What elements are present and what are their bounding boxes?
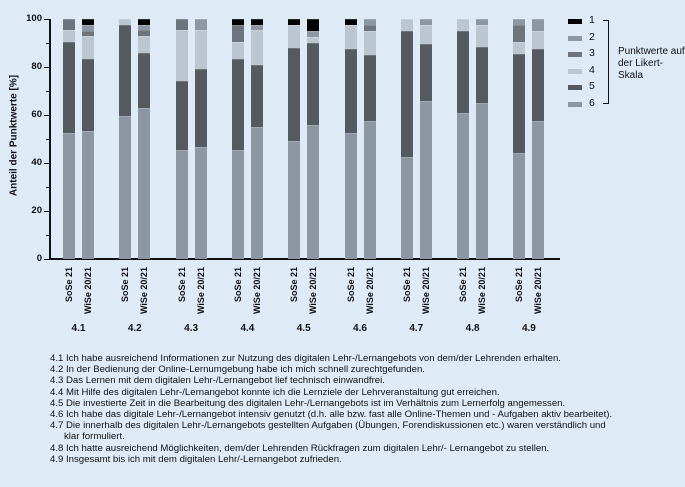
bar-segment-3 xyxy=(138,30,150,36)
bar-segment-4 xyxy=(476,25,488,47)
stacked-bar xyxy=(476,19,488,259)
bar-segment-1 xyxy=(288,19,300,25)
y-major-tick xyxy=(44,115,50,117)
bar-segment-2 xyxy=(513,19,525,25)
stacked-bar xyxy=(176,19,188,259)
bar-segment-6 xyxy=(420,101,432,259)
bar-segment-5 xyxy=(457,31,469,113)
legend-label: 1 xyxy=(589,14,595,26)
x-tick-label: WiSe 20/21 xyxy=(308,267,319,314)
legend-label: 4 xyxy=(589,63,595,76)
group-label: 4.6 xyxy=(353,323,367,334)
bar-segment-4 xyxy=(307,37,319,43)
stacked-bar xyxy=(288,19,300,259)
y-minor-tick xyxy=(46,43,50,45)
question-note: 4.2 In der Bedienung der Online-Lernumgebung habe ich mich schnell zurechtgefunden. xyxy=(50,364,425,376)
legend-title: Punktwerte auf der Likert-Skala xyxy=(618,46,685,81)
bar-segment-5 xyxy=(532,49,544,121)
question-note: 4.6 Ich habe das digitale Lehr-/Lernangebot intensiv genutzt (d.h. alle bzw. fast alle Online-Themen und - Aufgaben aktiv bearbeitet). xyxy=(50,409,613,421)
x-tick-label: WiSe 20/21 xyxy=(195,267,206,314)
bar-segment-5 xyxy=(232,59,244,150)
bar-segment-6 xyxy=(119,116,131,259)
bar-segment-4 xyxy=(364,31,376,55)
x-tick-label: WiSe 20/21 xyxy=(533,267,544,314)
stacked-bar xyxy=(513,19,525,259)
legend-swatch xyxy=(568,85,582,90)
bar-segment-6 xyxy=(364,121,376,259)
bar-segment-6 xyxy=(307,125,319,259)
bar-segment-2 xyxy=(195,19,207,30)
group-label: 4.3 xyxy=(184,323,199,334)
group-label: 4.5 xyxy=(296,323,311,334)
bar-segment-1 xyxy=(345,19,357,25)
y-tick-label: 0 xyxy=(36,253,42,264)
group-label: 4.2 xyxy=(127,323,142,334)
bar-segment-6 xyxy=(345,133,357,259)
x-tick-label: SoSe 21 xyxy=(176,266,187,302)
bar-segment-6 xyxy=(63,133,75,259)
question-note: 4.7 Die innerhalb des digitalen Lehr-/Lernangebots gestellten Aufgaben (Übungen, Forendiskussionen etc.) waren verständlich und xyxy=(50,420,606,432)
stacked-bar xyxy=(457,19,469,259)
x-tick-label: SoSe 21 xyxy=(345,266,356,302)
bar-segment-2 xyxy=(476,19,488,25)
stacked-bar xyxy=(138,19,150,259)
y-tick-label: 40 xyxy=(31,157,42,168)
bar-segment-6 xyxy=(457,113,469,259)
x-tick-label: WiSe 20/21 xyxy=(139,267,150,314)
stacked-bar xyxy=(364,19,376,259)
stacked-bar xyxy=(195,19,207,259)
bar-segment-6 xyxy=(176,150,188,259)
bar-segment-3 xyxy=(513,25,525,42)
y-major-tick xyxy=(44,259,50,261)
x-tick-label: WiSe 20/21 xyxy=(420,267,431,314)
bar-segment-6 xyxy=(513,153,525,259)
group-label: 4.7 xyxy=(409,323,424,334)
bar-segment-3 xyxy=(63,19,75,30)
bar-segment-3 xyxy=(364,25,376,31)
legend-swatch xyxy=(568,36,582,41)
y-tick-label: 80 xyxy=(31,61,42,72)
legend-swatch xyxy=(568,52,582,57)
bar-segment-2 xyxy=(364,19,376,25)
bar-segment-2 xyxy=(420,19,432,25)
bar-segment-1 xyxy=(251,19,263,25)
bar-segment-4 xyxy=(63,30,75,42)
bar-segment-5 xyxy=(364,55,376,121)
legend-item xyxy=(568,15,628,27)
bar-segment-1 xyxy=(307,19,319,31)
group-label: 4.8 xyxy=(465,323,480,334)
stacked-bar xyxy=(251,19,263,259)
bar-segment-4 xyxy=(232,42,244,59)
bar-segment-5 xyxy=(345,49,357,133)
stacked-bar xyxy=(119,19,131,259)
legend-label: 3 xyxy=(589,47,595,59)
bar-segment-6 xyxy=(195,147,207,259)
y-major-tick xyxy=(44,67,50,69)
bar-segment-6 xyxy=(401,157,413,259)
bar-segment-6 xyxy=(532,121,544,259)
stacked-bar xyxy=(532,19,544,259)
bar-segment-6 xyxy=(138,108,150,259)
group-label: 4.9 xyxy=(521,323,536,334)
bar-segment-2 xyxy=(251,25,263,30)
bar-segment-3 xyxy=(232,25,244,42)
stacked-bar xyxy=(232,19,244,259)
bar-segment-4 xyxy=(401,19,413,31)
question-note: 4.8 Ich hatte ausreichend Möglichkeiten, dem/der Lehrenden Rückfragen zum digitalen Lehr/- Lernangebot zu stellen. xyxy=(50,442,550,454)
legend-swatch xyxy=(568,102,582,107)
bar-segment-1 xyxy=(82,19,94,25)
question-note: 4.1 Ich habe ausreichend Informationen zur Nutzung des digitalen Lehr-/Lernangebots von dem/der Lehrenden erhalten. xyxy=(50,353,561,364)
y-tick-label: 20 xyxy=(31,205,42,216)
x-tick-label: SoSe 21 xyxy=(514,266,525,302)
stacked-bar xyxy=(420,19,432,259)
legend-label: 6 xyxy=(589,96,595,109)
bar-segment-6 xyxy=(251,127,263,259)
legend-item xyxy=(568,98,628,110)
y-minor-tick xyxy=(46,139,50,141)
question-note: 4.4 Mit Hilfe des digitalen Lehr-/Lernangebot konnte ich die Lernziele der Lehrveranstaltung gut erreichen. xyxy=(50,386,500,398)
bar-segment-4 xyxy=(82,36,94,59)
bar-segment-2 xyxy=(307,31,319,37)
bar-segment-5 xyxy=(63,42,75,133)
bar-segment-1 xyxy=(138,19,150,25)
x-tick-label: WiSe 20/21 xyxy=(364,267,375,314)
stacked-bar xyxy=(401,19,413,259)
bar-segment-2 xyxy=(138,25,150,30)
question-notes xyxy=(50,353,680,465)
bar-segment-1 xyxy=(232,19,244,25)
y-tick-label: 60 xyxy=(31,109,42,120)
bar-segment-4 xyxy=(532,31,544,49)
x-tick-label: SoSe 21 xyxy=(458,266,469,302)
bar-segment-5 xyxy=(195,69,207,147)
question-note: 4.9 Insgesamt bis ich mit dem digitalen Lehr/-Lernangebot zufrieden. xyxy=(50,453,342,465)
legend-swatch xyxy=(568,19,582,24)
bar-segment-4 xyxy=(138,36,150,53)
bar-segment-6 xyxy=(476,103,488,259)
stacked-bar xyxy=(63,19,75,259)
stacked-bar xyxy=(307,19,319,259)
bar-segment-6 xyxy=(288,141,300,259)
y-axis-label: Anteil der Punktwerte [%] xyxy=(8,74,20,197)
bar-segment-5 xyxy=(251,65,263,127)
bar-segment-5 xyxy=(138,53,150,108)
y-major-tick xyxy=(44,211,50,213)
bar-segment-3 xyxy=(82,31,94,36)
bar-segment-5 xyxy=(176,81,188,149)
bar-segment-2 xyxy=(532,19,544,31)
bar-segment-4 xyxy=(195,30,207,70)
x-tick-label: WiSe 20/21 xyxy=(477,267,488,314)
x-tick-label: SoSe 21 xyxy=(401,266,412,302)
bar-segment-4 xyxy=(513,42,525,54)
legend-item xyxy=(568,81,628,93)
y-tick-label: 100 xyxy=(26,13,42,24)
y-minor-tick xyxy=(46,187,50,189)
legend-item xyxy=(568,32,628,44)
bar-segment-5 xyxy=(119,25,131,116)
legend-label: 5 xyxy=(589,80,595,92)
question-note: klar formuliert. xyxy=(64,431,125,443)
bar-segment-3 xyxy=(176,19,188,30)
bar-segment-6 xyxy=(82,131,94,259)
bar-segment-4 xyxy=(288,25,300,48)
x-tick-label: SoSe 21 xyxy=(120,266,131,302)
bar-segment-4 xyxy=(119,19,131,25)
question-note: 4.5 Die investierte Zeit in die Bearbeitung des digitalen Lehr-/Lernangebots ist im Verhältnis zum Lernerfolg angemessen. xyxy=(50,397,566,409)
bar-segment-5 xyxy=(82,59,94,131)
bar-segment-4 xyxy=(345,25,357,49)
legend-swatch xyxy=(568,69,582,74)
x-tick-label: SoSe 21 xyxy=(64,266,74,302)
stacked-bar xyxy=(82,19,94,259)
stacked-bar xyxy=(345,19,357,259)
y-minor-tick xyxy=(46,235,50,237)
y-minor-tick xyxy=(46,91,50,93)
x-tick-label: WiSe 20/21 xyxy=(251,267,262,314)
group-label: 4.1 xyxy=(71,323,86,334)
x-tick-label: WiSe 20/21 xyxy=(83,267,93,314)
x-tick-label: SoSe 21 xyxy=(289,266,300,302)
y-major-tick xyxy=(44,163,50,165)
bar-segment-4 xyxy=(176,30,188,82)
bar-segment-5 xyxy=(288,48,300,142)
bar-segment-6 xyxy=(232,150,244,259)
legend-bracket xyxy=(603,20,609,104)
bar-segment-2 xyxy=(82,25,94,31)
question-note: 4.3 Das Lernen mit dem digitalen Lehr-/Lernangebot lief technisch einwandfrei. xyxy=(50,375,385,387)
bar-segment-5 xyxy=(476,47,488,103)
group-label: 4.4 xyxy=(240,323,255,334)
legend-label: 2 xyxy=(589,30,595,43)
bar-segment-5 xyxy=(401,31,413,157)
bar-segment-4 xyxy=(251,30,263,65)
bar-segment-5 xyxy=(420,44,432,100)
bar-segment-5 xyxy=(307,43,319,125)
y-major-tick xyxy=(44,19,50,21)
bar-segment-4 xyxy=(457,19,469,31)
x-tick-label: SoSe 21 xyxy=(232,266,243,302)
bar-segment-5 xyxy=(513,54,525,154)
bar-segment-4 xyxy=(420,25,432,44)
